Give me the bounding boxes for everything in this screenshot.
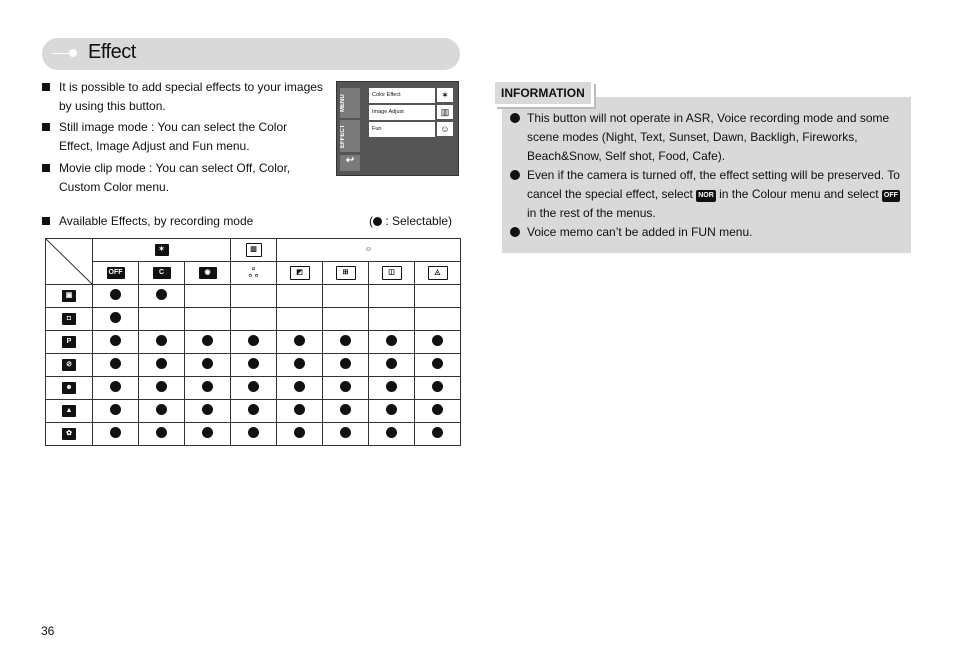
square-bullet-icon <box>42 83 50 91</box>
selectable-dot-icon <box>202 335 213 346</box>
macro-icon: ✿ <box>62 428 76 440</box>
table-cell <box>139 354 185 377</box>
table-cell <box>185 423 231 446</box>
selectable-dot-icon <box>248 335 259 346</box>
selectable-dot-icon <box>110 289 121 300</box>
menu-item-fun: Fun <box>369 122 435 137</box>
row-mode-cell <box>46 377 93 400</box>
selectable-dot-icon <box>432 404 443 415</box>
table-cell <box>93 308 139 331</box>
table-cell <box>277 354 323 377</box>
title-decoration-dot <box>69 49 77 57</box>
back-icon: ↩ <box>340 155 360 171</box>
selectable-dot-icon <box>294 358 305 369</box>
table-row <box>46 308 461 331</box>
table-cell <box>139 423 185 446</box>
selectable-dot-icon <box>110 312 121 323</box>
selectable-dot-icon <box>340 381 351 392</box>
page-number: 36 <box>41 624 55 638</box>
selectable-dot-icon <box>110 358 121 369</box>
selectable-dot-icon <box>202 381 213 392</box>
row-mode-cell <box>46 423 93 446</box>
table-row <box>46 423 461 446</box>
col-color <box>139 262 185 285</box>
menu-item-color-effect: Color Effect <box>369 88 435 103</box>
selectable-dot-icon <box>248 381 259 392</box>
selectable-dot-icon <box>373 217 382 226</box>
image-adjust-icon: ▥ <box>437 105 453 119</box>
col-highlight <box>323 262 369 285</box>
table-cell <box>415 423 461 446</box>
table-header-groups <box>46 239 461 262</box>
selectable-note-text: : Selectable) <box>382 214 453 228</box>
table-cell <box>415 308 461 331</box>
selectable-dot-icon <box>432 358 443 369</box>
table-cell <box>231 354 277 377</box>
table-cell <box>139 285 185 308</box>
composite-icon: ◩ <box>290 266 310 280</box>
dis-icon: ⊘ <box>62 359 76 371</box>
selectable-dot-icon <box>340 427 351 438</box>
information-label: INFORMATION <box>495 82 594 107</box>
selectable-dot-icon <box>248 358 259 369</box>
nor-icon: NOR <box>696 190 716 202</box>
square-bullet-icon <box>42 164 50 172</box>
square-bullet-icon <box>42 123 50 131</box>
table-cell <box>185 400 231 423</box>
highlight-icon: ⊞ <box>336 266 356 280</box>
group-fun <box>277 239 461 262</box>
table-row <box>46 285 461 308</box>
table-cell <box>369 354 415 377</box>
table-cell <box>185 331 231 354</box>
table-cell <box>231 377 277 400</box>
table-cell <box>231 331 277 354</box>
selectable-dot-icon <box>432 335 443 346</box>
off-icon: OFF <box>882 190 900 202</box>
selectable-dot-icon <box>340 358 351 369</box>
table-cell <box>415 331 461 354</box>
camera-icon: ◘ <box>62 313 76 325</box>
selectable-dot-icon <box>156 289 167 300</box>
corner-diagonal <box>46 239 92 284</box>
table-cell <box>369 377 415 400</box>
selectable-dot-icon <box>202 404 213 415</box>
selectable-dot-icon <box>202 358 213 369</box>
group-image-adjust <box>231 239 277 262</box>
table-cell <box>277 400 323 423</box>
table-row <box>46 400 461 423</box>
selectable-dot-icon <box>156 335 167 346</box>
movie-clip-icon: ▣ <box>62 290 76 302</box>
col-composite <box>277 262 323 285</box>
selectable-dot-icon <box>110 381 121 392</box>
table-cell <box>93 423 139 446</box>
table-cell <box>323 331 369 354</box>
table-cell <box>185 354 231 377</box>
table-cell <box>139 377 185 400</box>
selectable-dot-icon <box>248 404 259 415</box>
table-cell <box>369 308 415 331</box>
table-cell <box>369 331 415 354</box>
selectable-dot-icon <box>248 427 259 438</box>
selectable-dot-icon <box>386 335 397 346</box>
table-cell <box>139 400 185 423</box>
table-cell <box>139 331 185 354</box>
effect-menu-screenshot <box>336 81 459 176</box>
col-color-off <box>93 262 139 285</box>
selectable-dot-icon <box>294 335 305 346</box>
table-cell <box>277 377 323 400</box>
round-bullet-icon <box>510 113 520 123</box>
table-cell <box>323 308 369 331</box>
table-cell <box>415 400 461 423</box>
frame-icon: ◫ <box>382 266 402 280</box>
selectable-dot-icon <box>386 358 397 369</box>
selectable-dot-icon <box>156 358 167 369</box>
color-effect-icon: ✶ <box>155 244 169 256</box>
row-mode-cell <box>46 354 93 377</box>
effects-table <box>45 238 461 446</box>
fun-icon: ☺ <box>437 122 453 136</box>
row-mode-cell <box>46 285 93 308</box>
row-mode-cell <box>46 331 93 354</box>
selectable-dot-icon <box>156 381 167 392</box>
table-cell <box>93 377 139 400</box>
table-row <box>46 377 461 400</box>
table-cell <box>277 331 323 354</box>
square-bullet-icon <box>42 217 50 225</box>
row-mode-cell <box>46 400 93 423</box>
table-cell <box>369 400 415 423</box>
fun-icon: ☺ <box>362 244 376 256</box>
color-off-icon: OFF <box>107 267 125 279</box>
table-cell <box>277 308 323 331</box>
table-cell <box>369 285 415 308</box>
table-cell <box>277 423 323 446</box>
selectable-dot-icon <box>156 427 167 438</box>
table-cell <box>415 285 461 308</box>
color-effect-icon: ✶ <box>437 88 453 102</box>
table-cell <box>323 423 369 446</box>
round-bullet-icon <box>510 227 520 237</box>
table-cell <box>185 377 231 400</box>
selectable-dot-icon <box>386 427 397 438</box>
table-corner-cell <box>46 239 93 285</box>
table-cell <box>231 423 277 446</box>
table-cell <box>93 331 139 354</box>
table-cell <box>323 400 369 423</box>
landscape-icon: ▲ <box>62 405 76 417</box>
table-cell <box>323 285 369 308</box>
selectable-dot-icon <box>432 427 443 438</box>
selectable-dot-icon <box>432 381 443 392</box>
row-mode-cell <box>46 308 93 331</box>
selectable-dot-icon <box>110 335 121 346</box>
custom-color-icon: ◉ <box>199 267 217 279</box>
selectable-dot-icon <box>386 381 397 392</box>
table-cell <box>185 285 231 308</box>
selectable-legend: ( : Selectable) <box>369 214 453 228</box>
sticker-icon: ◬ <box>428 266 448 280</box>
table-header-columns <box>46 262 461 285</box>
round-bullet-icon <box>510 170 520 180</box>
group-color-effect <box>93 239 231 262</box>
selectable-dot-icon <box>340 335 351 346</box>
col-sticker <box>415 262 461 285</box>
table-row <box>46 331 461 354</box>
page-title: Effect <box>88 41 136 63</box>
selectable-dot-icon <box>340 404 351 415</box>
image-adjust-icon: ▥ <box>246 243 262 257</box>
selectable-dot-icon <box>294 427 305 438</box>
selectable-dot-icon <box>110 404 121 415</box>
table-cell <box>369 423 415 446</box>
table-cell <box>93 285 139 308</box>
selectable-dot-icon <box>202 427 213 438</box>
table-cell <box>277 285 323 308</box>
table-cell <box>323 377 369 400</box>
table-cell <box>231 285 277 308</box>
table-cell <box>231 308 277 331</box>
selectable-dot-icon <box>294 404 305 415</box>
portrait-icon: ☻ <box>62 382 76 394</box>
selectable-dot-icon <box>110 427 121 438</box>
table-cell <box>415 354 461 377</box>
sharpness-icon: ஃ <box>248 264 259 280</box>
table-cell <box>139 308 185 331</box>
table-row <box>46 354 461 377</box>
col-custom-color <box>185 262 231 285</box>
col-sharpness <box>231 262 277 285</box>
menu-tab-label: MENU <box>340 88 360 118</box>
col-frame <box>369 262 415 285</box>
color-icon: C <box>153 267 171 279</box>
selectable-dot-icon <box>294 381 305 392</box>
table-cell <box>93 400 139 423</box>
selectable-dot-icon <box>386 404 397 415</box>
table-cell <box>231 400 277 423</box>
selectable-dot-icon <box>156 404 167 415</box>
table-cell <box>323 354 369 377</box>
effect-tab-label: EFFECT <box>340 120 360 152</box>
table-cell <box>93 354 139 377</box>
table-cell <box>185 308 231 331</box>
menu-item-image-adjust: Image Adjust <box>369 105 435 120</box>
table-cell <box>415 377 461 400</box>
program-icon: P <box>62 336 76 348</box>
